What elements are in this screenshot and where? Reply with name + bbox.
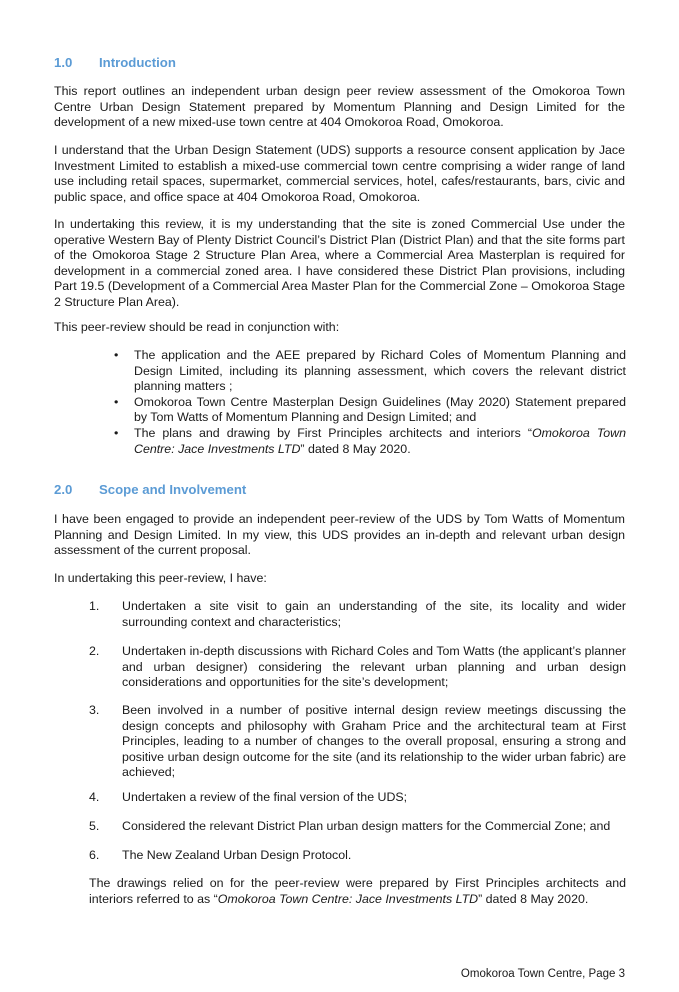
bullet-item bbox=[114, 395, 626, 426]
numbered-item bbox=[89, 848, 626, 864]
bullet-text-plain: The plans and drawing by First Principles architects and interiors “ bbox=[134, 425, 532, 440]
closing-text-italic: Omokoroa Town Centre: Jace Investments LTD bbox=[217, 891, 479, 906]
bullet-text: The application and the AEE prepared by Richard Coles of Momentum Planning and Design Limited, including its planning assessment, which covers the relevant district planning matters ; bbox=[134, 348, 626, 394]
bullet-text bbox=[134, 426, 626, 456]
bullet-text-plain: ” dated 8 May 2020. bbox=[300, 441, 411, 456]
numbered-item bbox=[89, 599, 626, 630]
numbered-item bbox=[89, 790, 626, 806]
bullet-text: Omokoroa Town Centre Masterplan Design Guidelines (May 2020) Statement prepared by Tom Watts of Momentum Planning and Design Limited; and bbox=[134, 394, 626, 425]
item-number: 3. bbox=[89, 703, 100, 717]
intro-paragraph-1: This report outlines an independent urban design peer review assessment of the Omokoroa Town Centre Urban Design Statement prepared by Momentum Planning and Design Limited for the development of a new mixed-use town centre at 404 Omokoroa Road, Omokoroa. bbox=[54, 84, 625, 130]
closing-text-plain: The drawings relied on for the peer-review were prepared by First Principles architects and interiors referred to as “ bbox=[89, 876, 626, 906]
section-1-title: Introduction bbox=[99, 55, 176, 70]
section-2-heading bbox=[54, 482, 246, 497]
item-text: Undertaken a site visit to gain an understanding of the site, its locality and wider surrounding context and characteristics; bbox=[122, 599, 626, 629]
scope-paragraph-2: In undertaking this peer-review, I have: bbox=[54, 571, 267, 585]
numbered-item bbox=[89, 644, 626, 691]
section-2-title: Scope and Involvement bbox=[99, 482, 247, 497]
numbered-item bbox=[89, 703, 626, 781]
item-text: Considered the relevant District Plan urban design matters for the Commercial Zone; and bbox=[122, 819, 611, 833]
bullet-icon: • bbox=[114, 425, 119, 440]
item-text: Been involved in a number of positive internal design review meetings discussing the design concepts and philosophy with Graham Price and the architectural team at First Principles, leading to a number of changes to the overall proposal, ensuring a strong and positive urban design outcome for the site (and its relationship to the wider urban fabric) are achieved; bbox=[122, 703, 626, 780]
page-footer: Omokoroa Town Centre, Page 3 bbox=[460, 968, 625, 980]
item-number: 1. bbox=[89, 599, 100, 613]
item-number: 2. bbox=[89, 644, 100, 658]
bullet-item bbox=[114, 426, 626, 457]
item-number: 4. bbox=[89, 790, 100, 804]
closing-text-plain: ” dated 8 May 2020. bbox=[478, 891, 589, 906]
scope-paragraph-1: I have been engaged to provide an independent peer-review of the UDS by Tom Watts of Momentum Planning and Design Limited. In my view, this UDS provides an in-depth and relevant urban design assessment of the current proposal. bbox=[54, 512, 625, 558]
intro-paragraph-3: In undertaking this review, it is my understanding that the site is zoned Commercial Use under the operative Western Bay of Plenty District Council’s District Plan (District Plan) and that the site forms part of the Omokoroa Stage 2 Structure Plan Area, where a Commercial Area Masterplan is required for development in a commercial zoned area. I have considered these District Plan provisions, including Part 19.5 (Development of a Commercial Area Master Plan for the Commercial Zone – Omokoroa Stage 2 Structure Plan Area). bbox=[54, 217, 625, 309]
item-text: The New Zealand Urban Design Protocol. bbox=[122, 848, 352, 862]
item-text: Undertaken in-depth discussions with Richard Coles and Tom Watts (the applicant’s planner and urban designer) considering the relevant urban planning and urban design considerations and opportunities for the site’s development; bbox=[122, 644, 626, 690]
item-text: Undertaken a review of the final version of the UDS; bbox=[122, 790, 408, 804]
reference-bullet-list bbox=[114, 348, 626, 457]
section-1-number: 1.0 bbox=[54, 55, 73, 70]
bullet-text-italic: Omokoroa Town Centre: Jace Investments LTD bbox=[134, 425, 626, 456]
section-1-heading bbox=[54, 55, 176, 70]
bullet-icon: • bbox=[114, 348, 119, 362]
bullet-icon: • bbox=[114, 394, 119, 409]
intro-paragraph-2: I understand that the Urban Design Statement (UDS) supports a resource consent application by Jace Investment Limited to establish a mixed-use commercial town centre comprising a wider range of land use including retail spaces, supermarket, commercial services, hotel, cafes/restaurants, bars, civic and public space, and office space at 404 Omokoroa Road, Omokoroa. bbox=[54, 143, 625, 204]
intro-paragraph-4: This peer-review should be read in conjunction with: bbox=[54, 320, 340, 334]
numbered-item bbox=[89, 819, 626, 835]
item-number: 5. bbox=[89, 819, 100, 833]
section-2-number: 2.0 bbox=[54, 482, 73, 497]
closing-paragraph bbox=[89, 876, 626, 907]
item-number: 6. bbox=[89, 848, 100, 862]
bullet-item bbox=[114, 348, 626, 395]
